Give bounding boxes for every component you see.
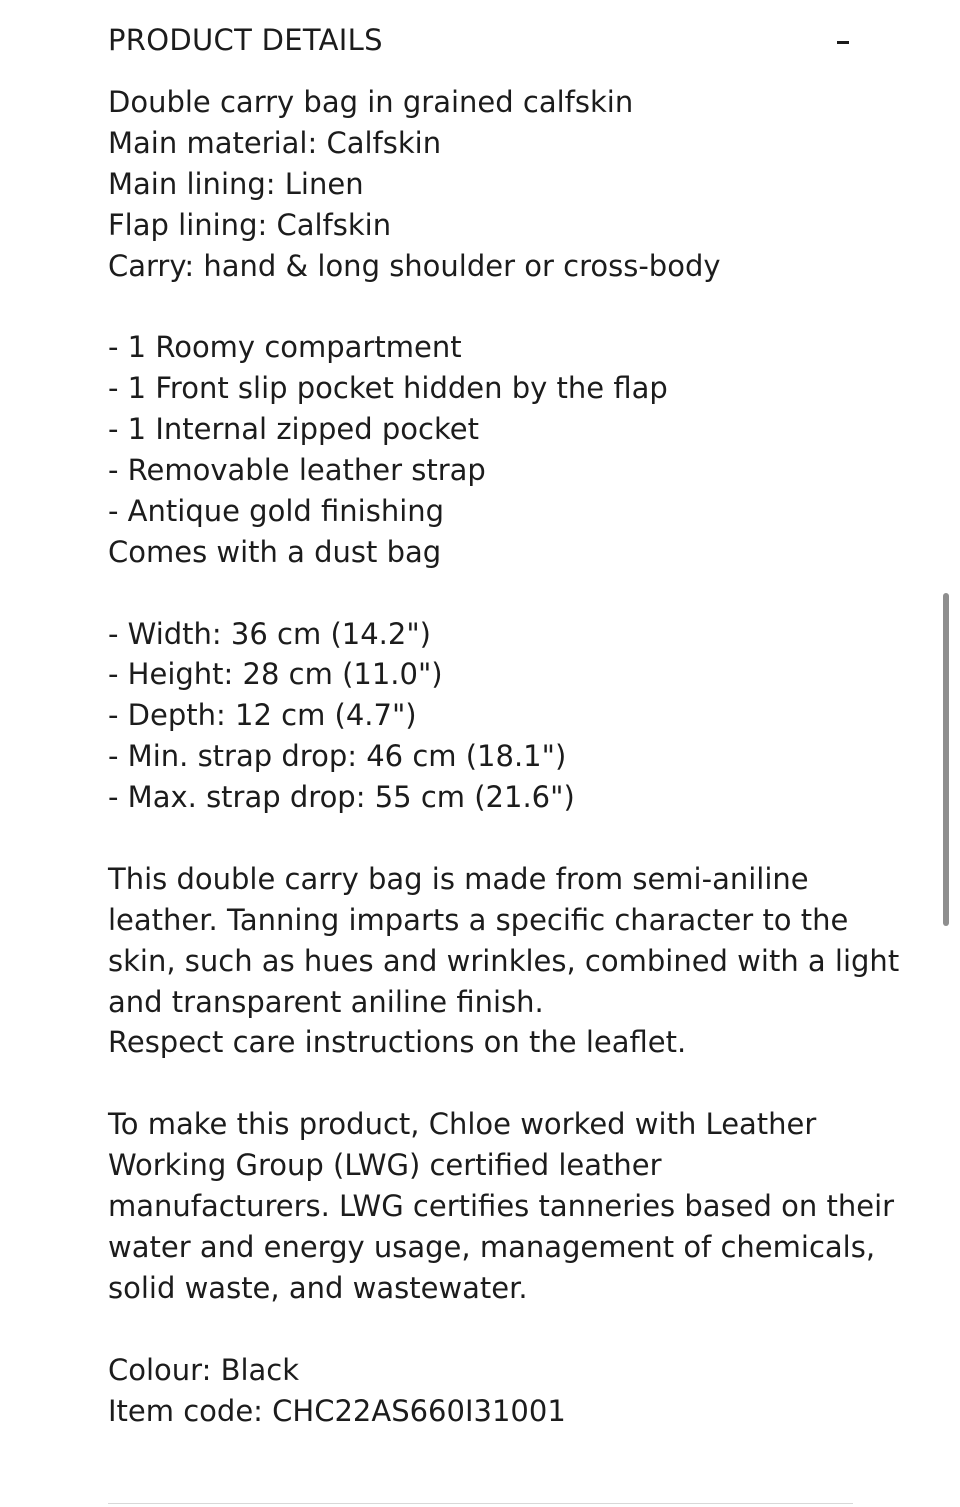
product-details-header[interactable] bbox=[108, 0, 853, 82]
sustainability-line: water and energy usage, management of chemicals, bbox=[108, 1229, 876, 1264]
scrollbar-thumb[interactable] bbox=[943, 593, 949, 926]
paragraph-gap bbox=[108, 286, 853, 327]
product-details-panel bbox=[108, 0, 900, 1431]
dimension-line: - Height: 28 cm (11.0") bbox=[108, 657, 443, 692]
paragraph-gap bbox=[108, 1309, 853, 1350]
dimension-line: - Max. strap drop: 55 cm (21.6") bbox=[108, 780, 575, 815]
leather-info-line: leather. Tanning imparts a specific character to the bbox=[108, 902, 849, 937]
leather-info-line: This double carry bag is made from semi-aniline bbox=[108, 861, 809, 896]
feature-line: Comes with a dust bag bbox=[108, 534, 442, 569]
sustainability-line: solid waste, and wastewater. bbox=[108, 1270, 528, 1305]
dimension-line: - Width: 36 cm (14.2") bbox=[108, 616, 431, 651]
minus-icon bbox=[837, 41, 849, 44]
paragraph-gap bbox=[108, 1063, 853, 1104]
detail-line: Carry: hand & long shoulder or cross-body bbox=[108, 248, 721, 283]
leather-info-block bbox=[108, 859, 900, 1063]
leather-info-line: Respect care instructions on the leaflet. bbox=[108, 1025, 687, 1060]
section-divider bbox=[108, 1503, 853, 1504]
features-block bbox=[108, 327, 853, 572]
dimension-line: - Min. strap drop: 46 cm (18.1") bbox=[108, 739, 567, 774]
product-description bbox=[108, 82, 900, 1431]
feature-line: - 1 Internal zipped pocket bbox=[108, 412, 479, 447]
item-code-line: Item code: CHC22AS660I31001 bbox=[108, 1393, 566, 1428]
feature-line: - 1 Roomy compartment bbox=[108, 330, 462, 365]
sustainability-line: Working Group (LWG) certified leather bbox=[108, 1148, 662, 1183]
feature-line: - Antique gold finishing bbox=[108, 493, 445, 528]
collapse-toggle-button[interactable] bbox=[821, 22, 851, 58]
detail-line: Main material: Calfskin bbox=[108, 125, 442, 160]
dimensions-block bbox=[108, 614, 853, 818]
section-title: PRODUCT DETAILS bbox=[108, 23, 383, 57]
leather-info-line: skin, such as hues and wrinkles, combined with a light bbox=[108, 943, 900, 978]
colour-line: Colour: Black bbox=[108, 1352, 300, 1387]
sustainability-line: manufacturers. LWG certifies tanneries based on their bbox=[108, 1189, 895, 1224]
meta-block bbox=[108, 1350, 853, 1432]
dimension-line: - Depth: 12 cm (4.7") bbox=[108, 698, 417, 733]
paragraph-gap bbox=[108, 573, 853, 614]
feature-line: - 1 Front slip pocket hidden by the flap bbox=[108, 371, 668, 406]
feature-line: - Removable leather strap bbox=[108, 453, 486, 488]
leather-info-line: and transparent aniline finish. bbox=[108, 984, 544, 1019]
paragraph-gap bbox=[108, 818, 853, 859]
intro-block bbox=[108, 82, 853, 286]
sustainability-block bbox=[108, 1104, 895, 1308]
sustainability-line: To make this product, Chloe worked with Leather bbox=[108, 1107, 817, 1142]
detail-line: Flap lining: Calfskin bbox=[108, 207, 392, 242]
detail-line: Double carry bag in grained calfskin bbox=[108, 85, 634, 119]
detail-line: Main lining: Linen bbox=[108, 166, 364, 201]
